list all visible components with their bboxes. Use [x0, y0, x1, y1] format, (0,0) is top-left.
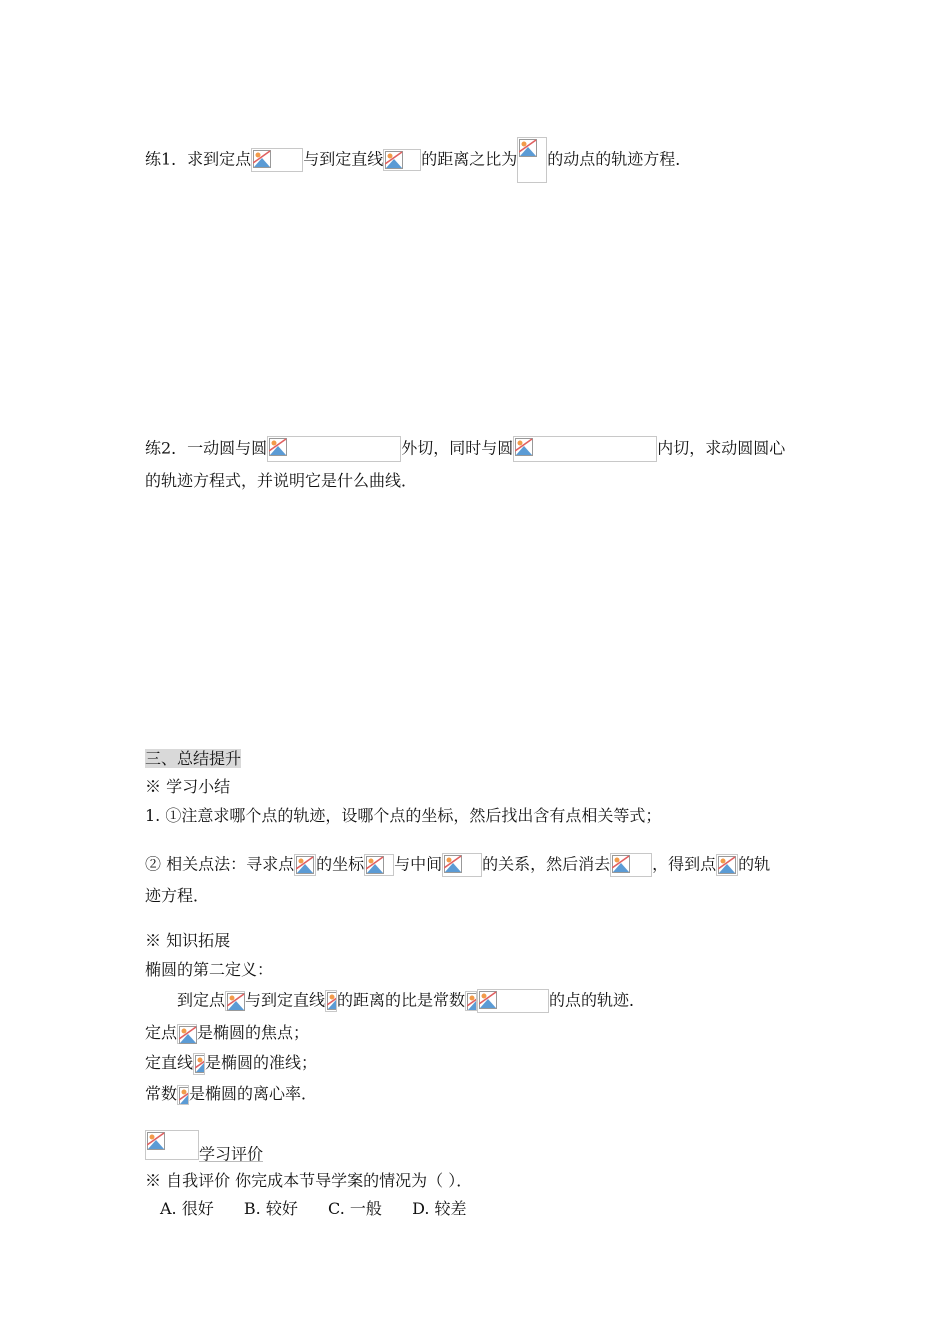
item2-text-4: 的关系，然后消去: [482, 854, 611, 874]
broken-image-icon: [195, 1055, 205, 1073]
option-d[interactable]: D. 较差: [412, 1199, 467, 1218]
second-definition: [177, 989, 645, 1013]
broken-image-icon: [269, 438, 287, 456]
directrix-line: [145, 1052, 317, 1075]
broken-image-icon: [179, 1026, 197, 1044]
formula-image: [225, 991, 245, 1011]
formula-image: [716, 854, 738, 876]
directrix-prefix: 定直线: [145, 1053, 194, 1072]
formula-image: [477, 989, 549, 1013]
ex1-text-1: 练1．求到定点: [145, 149, 252, 169]
def-text-2: 与到定直线: [245, 990, 326, 1010]
eccentricity-line: [145, 1083, 317, 1105]
header-image: [145, 1130, 199, 1160]
def-text-4: 的点的轨迹．: [549, 990, 646, 1010]
formula-image: [610, 853, 652, 877]
evaluation-options: [160, 1198, 467, 1220]
broken-image-icon: [444, 855, 462, 873]
option-c[interactable]: C. 一般: [328, 1199, 382, 1218]
formula-image: [251, 148, 303, 172]
formula-image: [465, 991, 477, 1011]
exercise-2-cont: [145, 470, 417, 492]
item2-text-6: 的轨: [738, 854, 771, 874]
broken-image-icon: [366, 856, 384, 874]
option-b[interactable]: B. 较好: [243, 1199, 298, 1218]
evaluation-title-line: [145, 1130, 263, 1166]
self-evaluation: ※ 自我评价 你完成本节导学案的情况为（ ）．: [145, 1171, 473, 1190]
formula-image: [177, 1085, 189, 1105]
broken-image-icon: [515, 438, 533, 456]
ecc-prefix: 常数: [145, 1084, 178, 1103]
ecc-text: 是椭圆的离心率．: [189, 1084, 318, 1103]
broken-image-icon: [179, 1087, 189, 1105]
broken-image-icon: [227, 993, 245, 1011]
broken-image-icon: [519, 139, 537, 157]
extension-heading: ※ 知识拓展: [145, 931, 231, 950]
formula-image: [177, 1024, 197, 1044]
broken-image-icon: [296, 856, 314, 874]
item2-text-5: ，得到点: [652, 854, 717, 874]
formula-image: [267, 436, 401, 462]
broken-image-icon: [467, 993, 477, 1011]
focus-prefix: 定点: [145, 1023, 178, 1042]
ex1-text-3: 的距离之比为: [421, 149, 518, 169]
summary-item-2: [145, 853, 770, 877]
formula-image: [442, 853, 482, 877]
broken-image-icon: [253, 150, 271, 168]
summary-heading: ※ 学习小结: [145, 777, 231, 796]
ex2-text-2: 外切，同时与圆: [401, 438, 514, 458]
broken-image-icon: [385, 151, 403, 169]
summary-item-1: 1. ①注意求哪个点的轨迹，设哪个点的坐标，然后找出含有点相关等式；: [145, 806, 662, 825]
ex2-text-4: 的轨迹方程式，并说明它是什么曲线．: [145, 471, 418, 490]
formula-image: [383, 149, 421, 171]
broken-image-icon: [479, 991, 497, 1009]
directrix-text: 是椭圆的准线；: [205, 1053, 318, 1072]
ex1-text-4: 的动点的轨迹方程．: [547, 149, 692, 169]
ex1-text-2: 与到定直线: [303, 149, 384, 169]
summary-item-2-cont: 迹方程．: [145, 886, 210, 905]
formula-image: [517, 137, 547, 183]
broken-image-icon: [327, 992, 337, 1010]
formula-image: [193, 1053, 205, 1075]
focus-line: [145, 1022, 309, 1044]
item2-text-2: 的坐标: [316, 854, 365, 874]
def-text-1: 到定点: [177, 990, 226, 1010]
option-a[interactable]: A. 很好: [160, 1199, 214, 1218]
section-3-title: [145, 748, 241, 770]
formula-image: [294, 854, 316, 876]
section-title: 三、总结提升: [145, 749, 242, 768]
exercise-1: [145, 137, 691, 183]
formula-image: [325, 990, 337, 1012]
formula-image: [364, 854, 394, 876]
broken-image-icon: [147, 1132, 165, 1150]
broken-image-icon: [718, 856, 736, 874]
ex2-text-3: 内切，求动圆圆心: [657, 438, 786, 458]
second-definition-title: 椭圆的第二定义：: [145, 960, 274, 979]
focus-text: 是椭圆的焦点；: [197, 1023, 310, 1042]
ex2-text-1: 练2．一动圆与圆: [145, 438, 268, 458]
def-text-3: 的距离的比是常数: [337, 990, 466, 1010]
formula-image: [513, 436, 657, 462]
item2-text-1: ② 相关点法：寻求点: [145, 854, 295, 874]
evaluation-title: 学习评价: [199, 1144, 264, 1164]
item2-text-3: 与中间: [394, 854, 443, 874]
exercise-2: [145, 436, 785, 462]
broken-image-icon: [612, 855, 630, 873]
